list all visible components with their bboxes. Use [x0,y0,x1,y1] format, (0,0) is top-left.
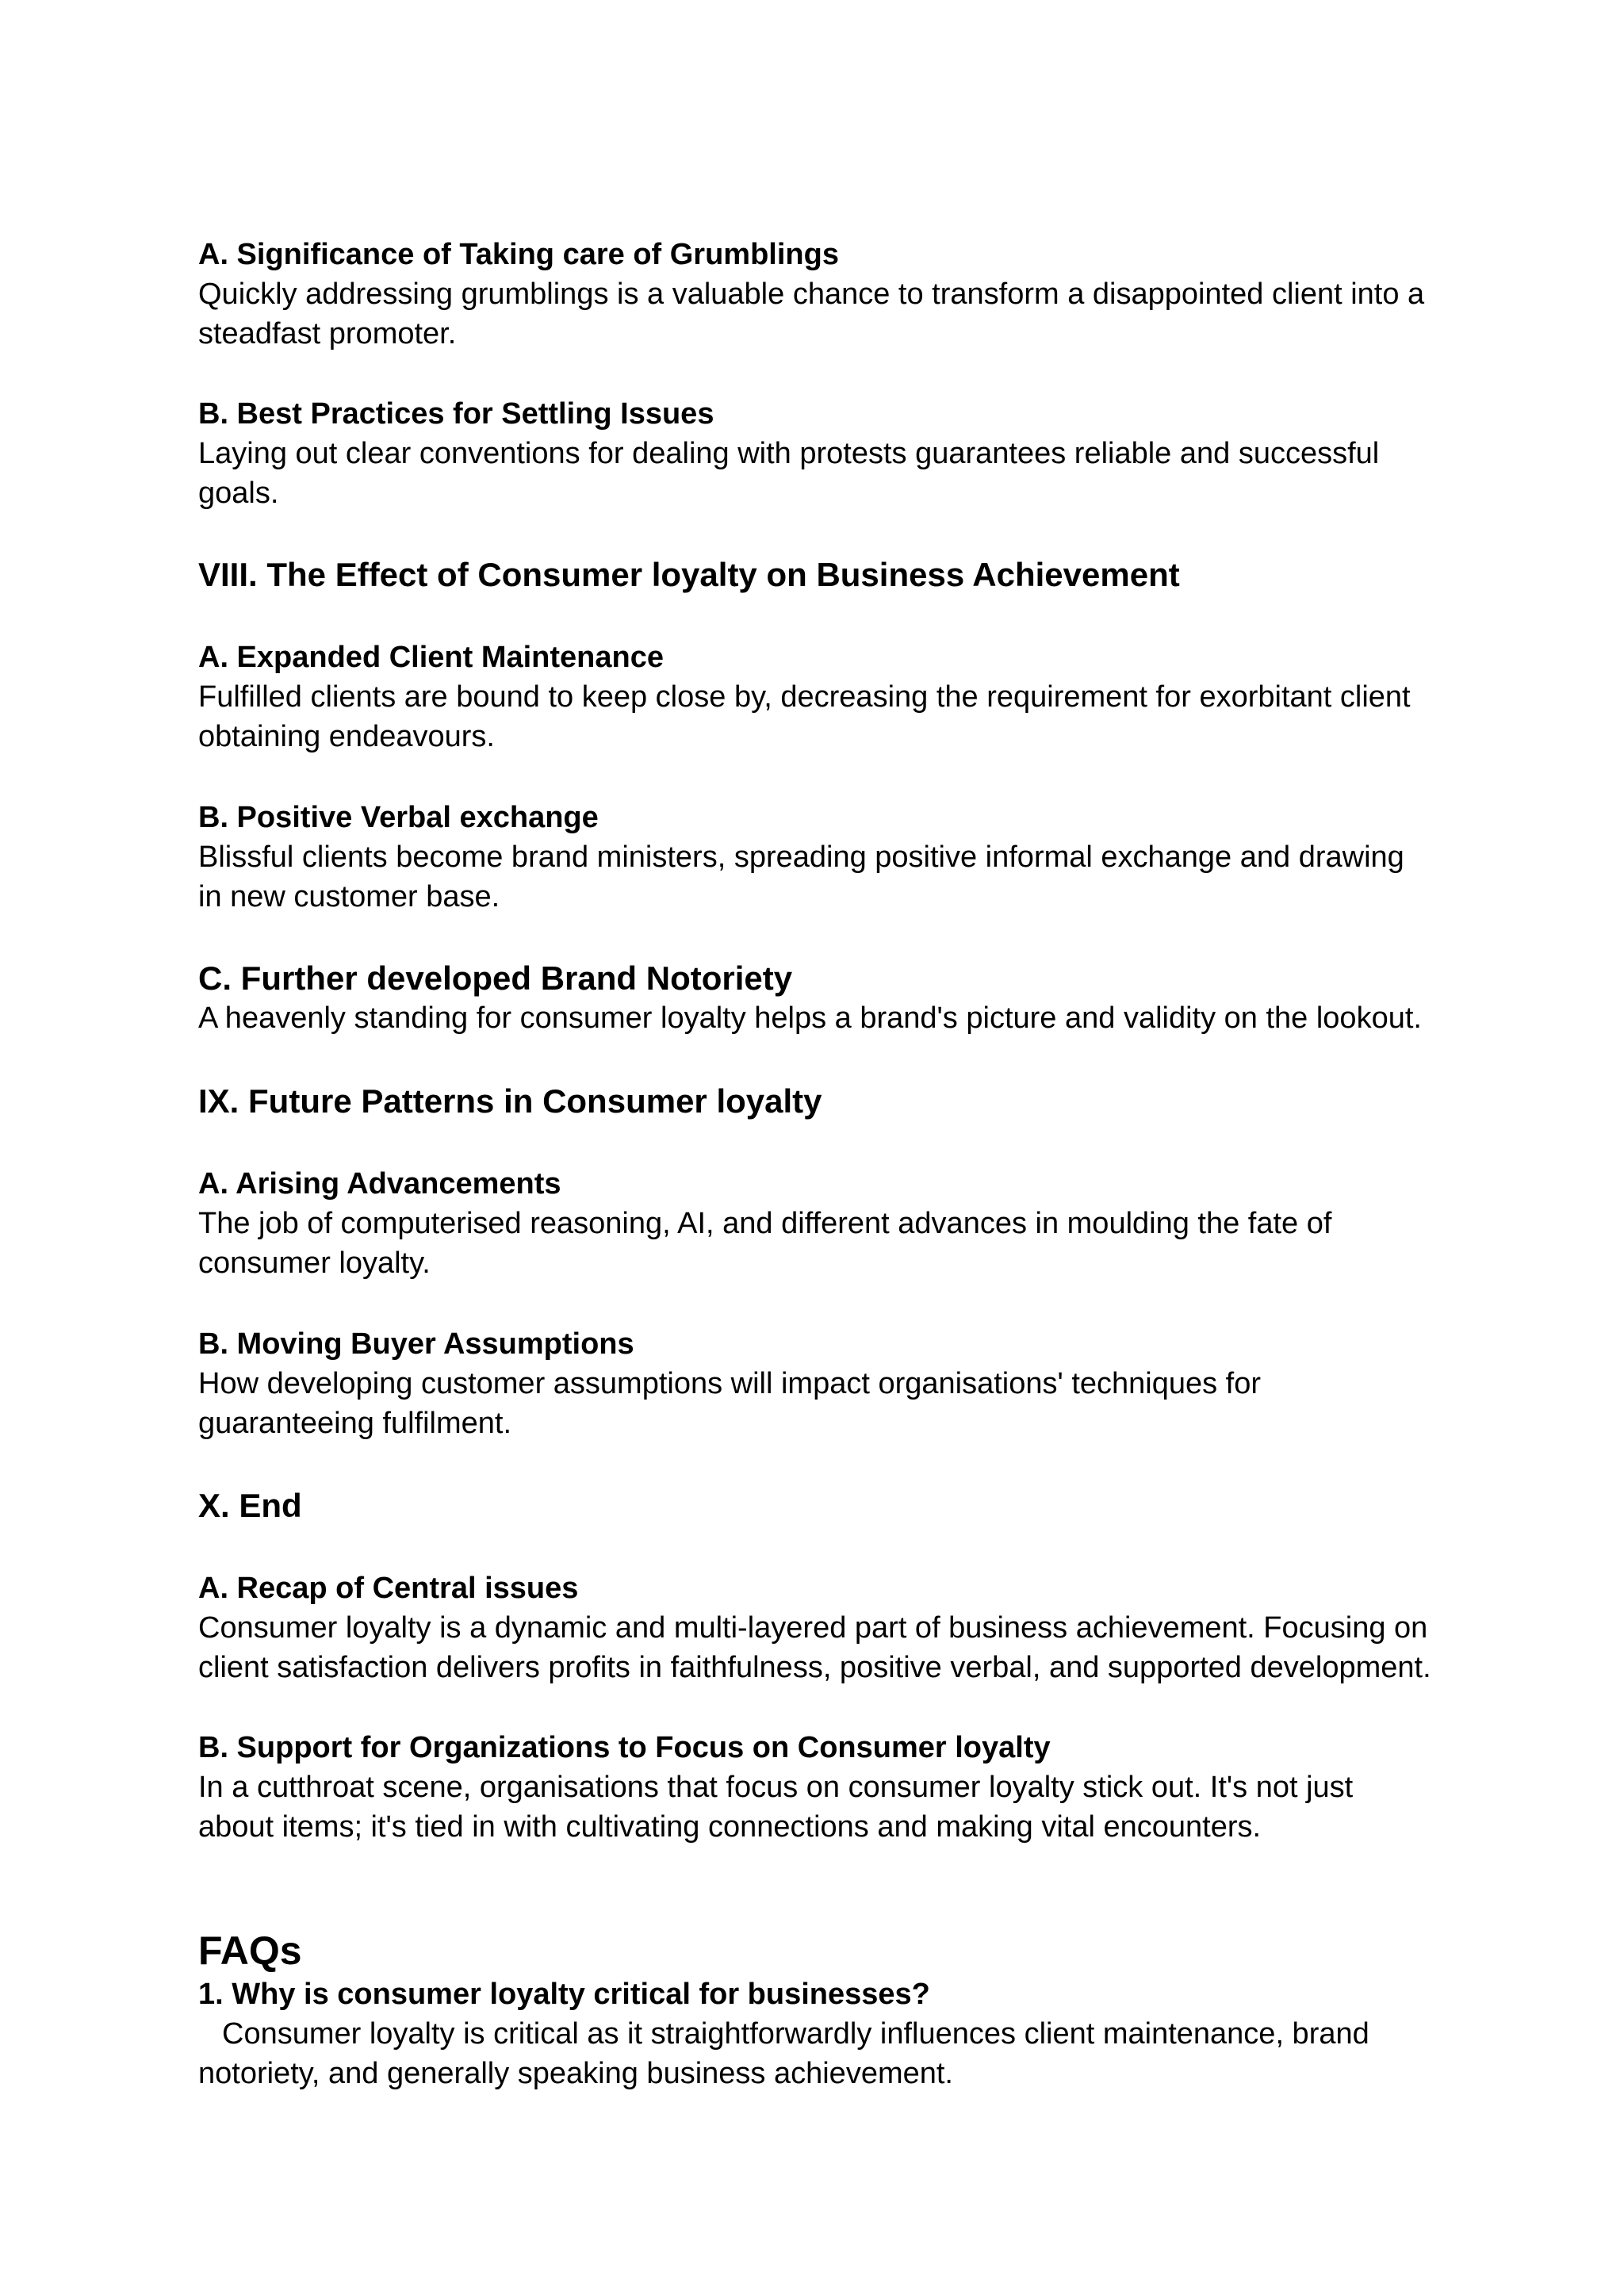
paragraph-line: In a cutthroat scene, organisations that focus on consumer loyalty stick out. It's not just [198,1771,1354,1804]
paragraph-line: client satisfaction delivers profits in faithfulness, positive verbal, and supported development. [198,1651,1431,1684]
section-x [198,1486,1443,1526]
paragraph-line: Laying out clear conventions for dealing with protests guarantees reliable and successful [198,437,1380,470]
paragraph-line: The job of computerised reasoning, AI, and different advances in moulding the fate of [198,1207,1332,1240]
subsection-expanded-client-maintenance [198,638,1443,756]
section-viii [198,555,1443,595]
subsection-recap [198,1568,1443,1687]
faq-section [198,1927,1443,2093]
subsection-heading: B. Support for Organizations to Focus on Consumer loyalty [198,1731,1051,1764]
paragraph-line: about items; it's tied in with cultivating connections and making vital encounters. [198,1810,1262,1844]
paragraph-line: Consumer loyalty is critical as it straightforwardly influences client maintenance, brand [222,2017,1369,2051]
faq-question: 1. Why is consumer loyalty critical for businesses? [198,1978,930,2011]
paragraph-line: Quickly addressing grumblings is a valuable chance to transform a disappointed client into a [198,278,1425,311]
paragraph [198,837,1443,917]
faq-title: FAQs [198,1928,302,1973]
paragraph [198,1204,1443,1283]
subsection-positive-verbal-exchange [198,798,1443,917]
paragraph-line: A heavenly standing for consumer loyalty helps a brand's picture and validity on the lookout. [198,1001,1422,1035]
paragraph [198,998,1443,1038]
paragraph [198,677,1443,756]
paragraph-line: in new customer base. [198,880,500,913]
paragraph-line: guaranteeing fulfilment. [198,1407,512,1440]
paragraph-line: consumer loyalty. [198,1247,431,1280]
paragraph-line: How developing customer assumptions will impact organisations' techniques for [198,1367,1262,1400]
subsection-brand-notoriety [198,959,1443,1038]
paragraph [198,1608,1443,1687]
paragraph-line: notoriety, and generally speaking business achievement. [198,2057,953,2090]
subsection-support [198,1728,1443,1847]
subsection-arising-advancements [198,1164,1443,1283]
section-ix [198,1082,1443,1121]
subsection-significance-of-grumblings [198,235,1443,354]
paragraph [198,1767,1443,1847]
section-heading: X. End [198,1487,302,1524]
paragraph-line: obtaining endeavours. [198,720,495,753]
subsection-heading: A. Expanded Client Maintenance [198,641,664,674]
subsection-heading: C. Further developed Brand Notoriety [198,959,793,997]
faq-answer [198,2014,1443,2093]
subsection-best-practices [198,394,1443,513]
paragraph-line: Fulfilled clients are bound to keep close by, decreasing the requirement for exorbitant client [198,680,1411,714]
paragraph-line: steadfast promoter. [198,317,457,350]
subsection-moving-buyer-assumptions [198,1324,1443,1443]
subsection-heading: A. Significance of Taking care of Grumblings [198,238,839,271]
paragraph-line: goals. [198,477,279,510]
paragraph [198,434,1443,513]
subsection-heading: B. Moving Buyer Assumptions [198,1327,634,1361]
subsection-heading: B. Positive Verbal exchange [198,801,599,834]
paragraph [198,274,1443,354]
paragraph-line: Consumer loyalty is a dynamic and multi-layered part of business achievement. Focusing on [198,1611,1428,1645]
subsection-heading: B. Best Practices for Settling Issues [198,397,714,431]
paragraph-line: Blissful clients become brand ministers, spreading positive informal exchange and drawing [198,841,1404,874]
subsection-heading: A. Arising Advancements [198,1167,561,1201]
section-heading: VIII. The Effect of Consumer loyalty on Business Achievement [198,556,1180,593]
section-heading: IX. Future Patterns in Consumer loyalty [198,1082,822,1120]
subsection-heading: A. Recap of Central issues [198,1572,579,1605]
paragraph [198,1364,1443,1443]
